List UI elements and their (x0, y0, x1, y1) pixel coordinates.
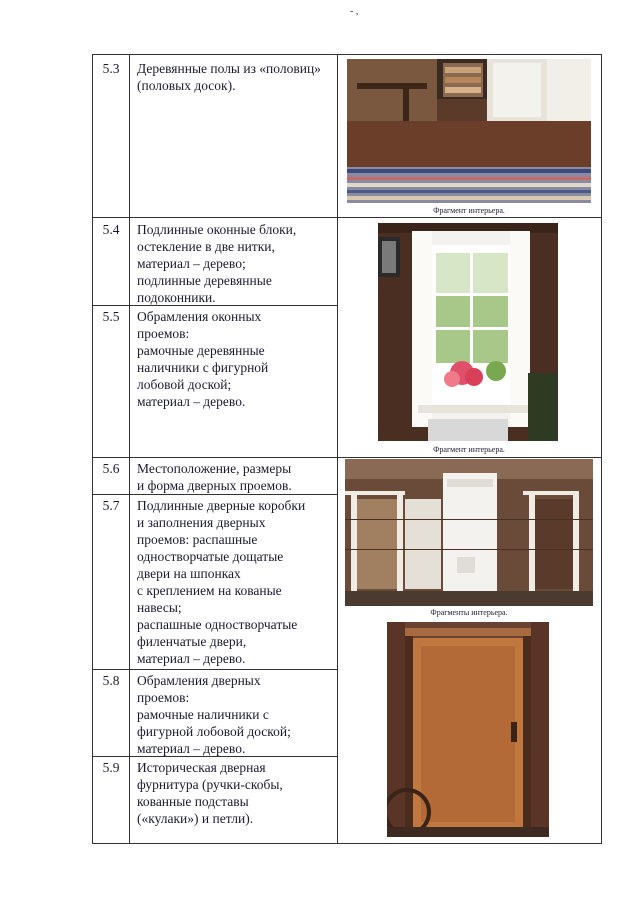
row-number: 5.6 (102, 461, 120, 476)
row-number: 5.7 (102, 498, 120, 513)
page-mark: - , (350, 6, 359, 17)
row-number: 5.5 (102, 309, 120, 324)
interior-door-photo (387, 622, 549, 837)
column-divider (337, 55, 338, 843)
photo-caption: Фрагмент интерьера. (433, 445, 505, 454)
row-description: Местоположение, размеры и форма дверных проемов. (137, 461, 292, 493)
row-description: Историческая дверная фурнитура (ручки-скобы, кованные подставы («кулаки») и петли). (137, 760, 283, 826)
row-number: 5.8 (102, 673, 120, 688)
row-divider (93, 217, 601, 218)
interior-window-photo (378, 223, 558, 441)
row-divider (93, 494, 337, 495)
row-divider (93, 457, 601, 458)
row-divider (93, 669, 337, 670)
row-number: 5.9 (102, 760, 120, 775)
row-number: 5.3 (102, 61, 120, 76)
column-divider (129, 55, 130, 843)
row-description: Подлинные дверные коробки и заполнения дверных проемов: распашные одностворчатые дощатые двери на шпонках с креплением на кованые навесы; распашные одностворчатые филенчатые двери, материал – дерево. (137, 498, 306, 666)
row-description: Подлинные оконные блоки, остекление в две нитки, материал – дерево; подлинные деревянные подоконники. (137, 222, 297, 305)
specification-table (92, 54, 602, 844)
row-number: 5.4 (102, 222, 120, 237)
photo-caption: Фрагменты интерьера. (430, 608, 508, 617)
row-description: Обрамления дверных проемов: рамочные наличники с фигурной лобовой доской; материал – дерево. (137, 673, 291, 756)
photo-caption: Фрагмент интерьера. (433, 206, 505, 215)
interior-floor-photo (347, 59, 591, 203)
row-description: Деревянные полы из «половиц» (половых досок). (137, 61, 321, 93)
interior-stove-photo (345, 459, 593, 606)
row-description: Обрамления оконных проемов: рамочные деревянные наличники с фигурной лобовой доской; материал – дерево. (137, 309, 269, 409)
